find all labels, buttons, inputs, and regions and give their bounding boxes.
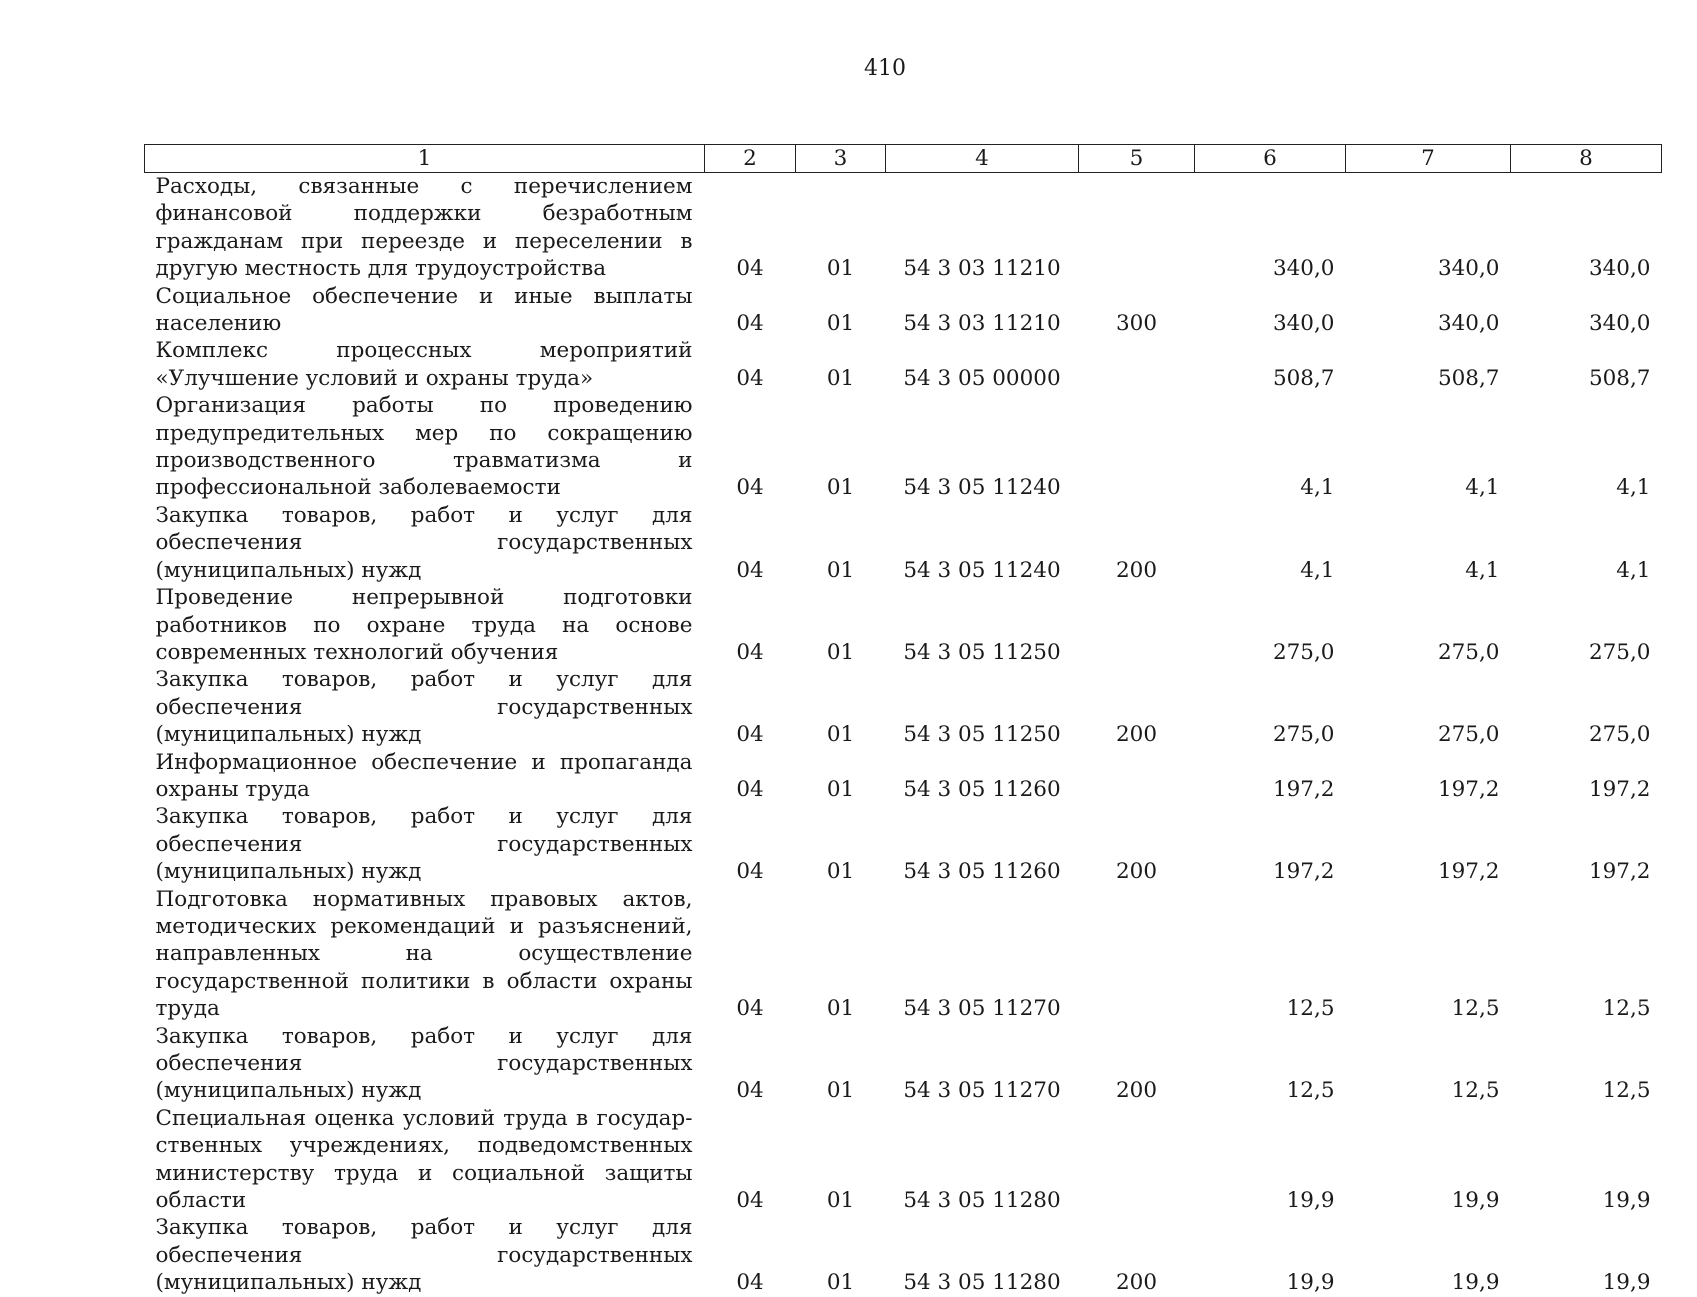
row-expense-type [1079, 749, 1195, 804]
row-amount-col6: 4,1 [1300, 557, 1335, 583]
header-col-4: 4 [886, 145, 1079, 173]
row-section: 04 [736, 639, 764, 665]
row-section: 04 [736, 256, 764, 282]
row-target-code: 54 3 05 11270 [903, 1078, 1061, 1104]
row-expense-type: 200 [1115, 722, 1158, 748]
row-expense-type [1079, 886, 1195, 1023]
row-amount-col6: 12,5 [1286, 996, 1335, 1022]
row-expense-type: 200 [1115, 1270, 1158, 1296]
row-subsection: 01 [826, 311, 855, 337]
row-section: 04 [736, 1270, 764, 1296]
header-col-3: 3 [796, 145, 886, 173]
table-row [145, 803, 1662, 885]
row-section: 04 [736, 557, 764, 583]
row-amount-col8: 340,0 [1588, 311, 1651, 337]
row-amount-col8: 12,5 [1602, 996, 1651, 1022]
row-description: Социальное обеспечение и иные выплаты населению [155, 283, 693, 337]
row-amount-col6: 508,7 [1272, 365, 1335, 391]
row-target-code: 54 3 05 11260 [903, 776, 1061, 802]
table-row [145, 1214, 1662, 1296]
row-description: Проведение непрерывной подготовки работников по охране труда на основе современных технологий обучения [155, 585, 693, 665]
row-target-code: 54 3 05 11250 [903, 639, 1061, 665]
page-number: 410 [864, 56, 906, 81]
table-row [145, 749, 1662, 804]
table-row [145, 283, 1662, 338]
row-amount-col6: 197,2 [1272, 776, 1335, 802]
row-target-code: 54 3 05 11240 [903, 557, 1061, 583]
row-expense-type: 300 [1115, 311, 1158, 337]
row-amount-col7: 508,7 [1437, 365, 1500, 391]
row-section: 04 [736, 1188, 764, 1214]
header-col-2: 2 [705, 145, 796, 173]
row-expense-type: 200 [1115, 1078, 1158, 1104]
row-amount-col7: 12,5 [1451, 996, 1500, 1022]
row-amount-col8: 275,0 [1588, 722, 1651, 748]
row-subsection: 01 [826, 859, 855, 885]
row-amount-col8: 197,2 [1588, 859, 1651, 885]
row-amount-col8: 275,0 [1588, 639, 1651, 665]
row-subsection: 01 [826, 639, 855, 665]
header-col-7: 7 [1346, 145, 1511, 173]
row-section: 04 [736, 365, 764, 391]
row-section: 04 [736, 722, 764, 748]
row-amount-col8: 4,1 [1616, 557, 1651, 583]
row-amount-col6: 340,0 [1272, 256, 1335, 282]
row-description: Закупка товаров, работ и услуг для обеспечения государственных (муниципальных) нужд [155, 1023, 693, 1104]
row-amount-col7: 275,0 [1437, 722, 1500, 748]
row-subsection: 01 [826, 1188, 855, 1214]
row-subsection: 01 [826, 996, 855, 1022]
header-row [145, 145, 1662, 173]
row-amount-col7: 340,0 [1437, 256, 1500, 282]
row-section: 04 [736, 1078, 764, 1104]
row-expense-type: 200 [1115, 859, 1158, 885]
budget-table [144, 144, 1662, 1297]
row-description: Закупка товаров, работ и услуг для обеспечения государственных (муниципальных) нужд [155, 804, 693, 885]
table-row [145, 1023, 1662, 1105]
table-row [145, 1105, 1662, 1215]
row-amount-col7: 19,9 [1451, 1270, 1500, 1296]
row-description: Закупка товаров, работ и услуг для обеспечения государственных (муниципальных) нужд [155, 667, 693, 748]
table-row [145, 173, 1662, 283]
row-amount-col8: 340,0 [1588, 256, 1651, 282]
row-amount-col8: 508,7 [1588, 365, 1651, 391]
row-amount-col7: 19,9 [1451, 1188, 1500, 1214]
row-target-code: 54 3 03 11210 [903, 311, 1061, 337]
row-amount-col7: 275,0 [1437, 639, 1500, 665]
row-amount-col6: 340,0 [1272, 311, 1335, 337]
table-row [145, 502, 1662, 584]
table-row [145, 337, 1662, 392]
row-subsection: 01 [826, 256, 855, 282]
row-amount-col8: 4,1 [1616, 475, 1651, 501]
row-section: 04 [736, 776, 764, 802]
row-description: Закупка товаров, работ и услуг для обеспечения государственных (муниципальных) нужд [155, 502, 693, 583]
row-amount-col6: 4,1 [1300, 475, 1335, 501]
row-expense-type [1079, 1105, 1195, 1215]
row-amount-col6: 19,9 [1286, 1270, 1335, 1296]
row-expense-type [1079, 392, 1195, 502]
header-col-8: 8 [1511, 145, 1662, 173]
table-header [145, 145, 1662, 173]
row-expense-type [1079, 584, 1195, 666]
row-amount-col7: 4,1 [1465, 475, 1500, 501]
row-expense-type: 200 [1115, 557, 1158, 583]
row-subsection: 01 [826, 475, 855, 501]
row-amount-col6: 12,5 [1286, 1078, 1335, 1104]
row-amount-col8: 19,9 [1602, 1188, 1651, 1214]
row-target-code: 54 3 05 11250 [903, 722, 1061, 748]
row-section: 04 [736, 475, 764, 501]
row-description: Комплекс процессных мероприятий «Улучшение условий и охраны труда» [155, 338, 693, 391]
row-amount-col6: 197,2 [1272, 859, 1335, 885]
row-subsection: 01 [826, 557, 855, 583]
row-amount-col7: 4,1 [1465, 557, 1500, 583]
row-amount-col7: 12,5 [1451, 1078, 1500, 1104]
row-amount-col6: 275,0 [1272, 722, 1335, 748]
header-col-6: 6 [1195, 145, 1346, 173]
row-description: Информационное обеспечение и пропаганда охраны труда [155, 749, 693, 802]
row-subsection: 01 [826, 1270, 855, 1296]
row-amount-col8: 197,2 [1588, 776, 1651, 802]
row-description: Специальная оценка условий труда в государственных учреждениях, подведомственных министерству труда и социальной защиты области [155, 1105, 693, 1214]
header-col-5: 5 [1079, 145, 1195, 173]
row-section: 04 [736, 996, 764, 1022]
row-target-code: 54 3 05 11240 [903, 475, 1061, 501]
row-subsection: 01 [826, 365, 855, 391]
row-description: Расходы, связанные с перечислением финансовой поддержки безработным гражданам при переезде и переселении в другую местность для трудоустройства [155, 174, 693, 282]
row-expense-type [1079, 337, 1195, 392]
table-row [145, 584, 1662, 666]
row-description: Подготовка нормативных правовых актов, методических рекомендаций и разъяснений, направленных на осуществление государственной политики в области охраны труда [155, 886, 693, 1022]
row-section: 04 [736, 311, 764, 337]
row-subsection: 01 [826, 722, 855, 748]
row-amount-col8: 19,9 [1602, 1270, 1651, 1296]
row-amount-col8: 12,5 [1602, 1078, 1651, 1104]
row-target-code: 54 3 03 11210 [903, 256, 1061, 282]
header-col-1: 1 [145, 145, 705, 173]
row-target-code: 54 3 05 11280 [903, 1270, 1061, 1296]
row-amount-col7: 197,2 [1437, 776, 1500, 802]
row-target-code: 54 3 05 11270 [903, 996, 1061, 1022]
row-description: Закупка товаров, работ и услуг для обеспечения государственных (муниципальных) нужд [155, 1215, 693, 1296]
row-target-code: 54 3 05 11260 [903, 859, 1061, 885]
row-amount-col7: 197,2 [1437, 859, 1500, 885]
row-target-code: 54 3 05 11280 [903, 1188, 1061, 1214]
table-body [145, 173, 1662, 1297]
row-expense-type [1079, 173, 1195, 283]
row-section: 04 [736, 859, 764, 885]
table-row [145, 666, 1662, 748]
table-row [145, 886, 1662, 1023]
table-row [145, 392, 1662, 502]
row-amount-col7: 340,0 [1437, 311, 1500, 337]
row-subsection: 01 [826, 1078, 855, 1104]
row-description: Организация работы по проведению предупредительных мер по сокращению производственного травматизма и профессиональной заболеваемости [155, 393, 693, 501]
row-subsection: 01 [826, 776, 855, 802]
row-amount-col6: 19,9 [1286, 1188, 1335, 1214]
row-target-code: 54 3 05 00000 [903, 365, 1061, 391]
row-amount-col6: 275,0 [1272, 639, 1335, 665]
